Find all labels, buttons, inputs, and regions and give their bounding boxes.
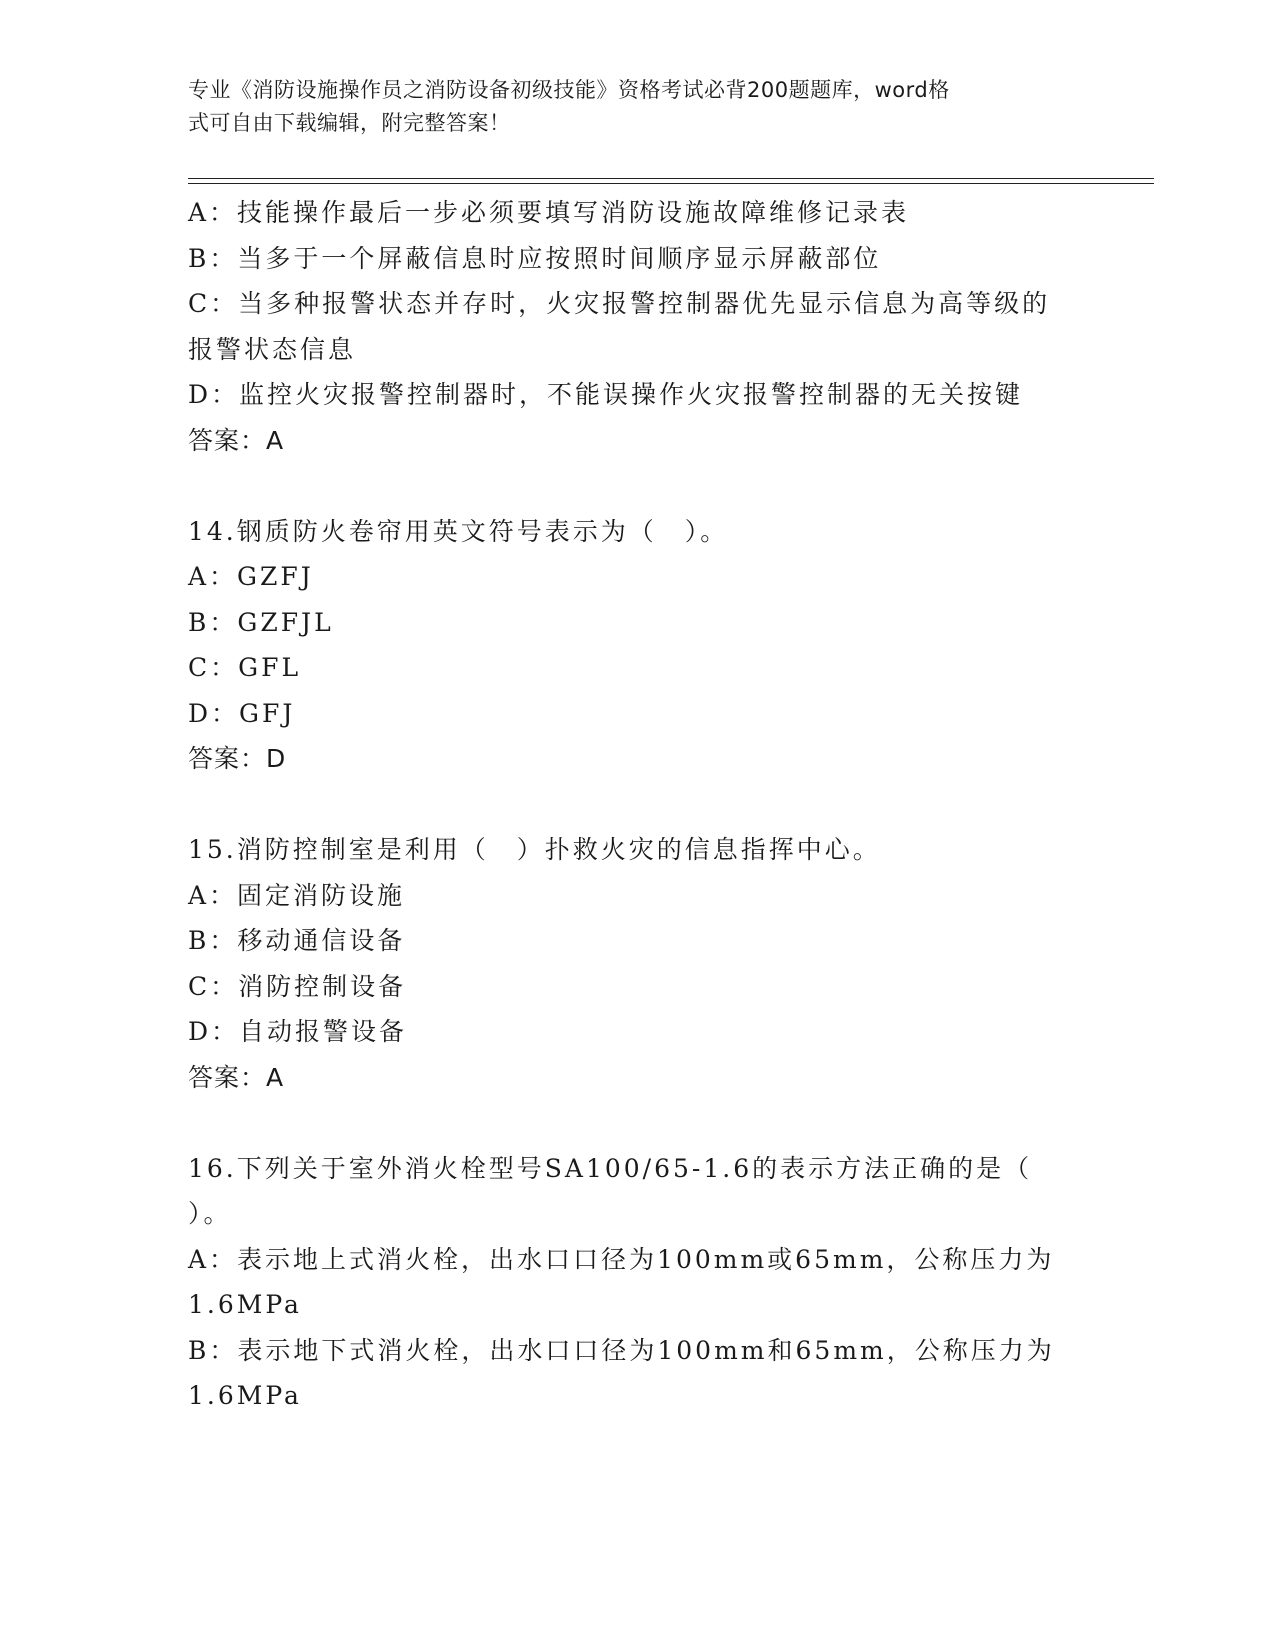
header-divider-top — [188, 178, 1154, 179]
option-d: D：GFJ — [188, 698, 296, 728]
question-text: 15.消防控制室是利用（ ）扑救火灾的信息指挥中心。 — [188, 835, 881, 864]
option-b: B：GZFJL — [188, 607, 334, 637]
header-divider-bottom — [188, 183, 1154, 184]
header-line-2: 式可自由下载编辑，附完整答案！ — [188, 111, 511, 135]
document-header — [188, 74, 1068, 140]
question-list — [188, 190, 1088, 1419]
option-a-continued: 1.6MPa — [188, 1290, 302, 1319]
question-15 — [188, 827, 1088, 1100]
option-b: B：移动通信设备 — [188, 926, 406, 955]
question-text-continued: ）。 — [188, 1199, 232, 1228]
option-a: A：固定消防设施 — [188, 880, 406, 910]
option-c: C：当多种报警状态并存时，火灾报警控制器优先显示信息为高等级的 — [188, 289, 1051, 318]
answer: 答案：D — [188, 744, 287, 773]
answer: 答案：A — [188, 1062, 285, 1092]
answer: 答案：A — [188, 425, 285, 455]
header-line-1: 专业《消防设施操作员之消防设备初级技能》资格考试必背200题题库，word格 — [188, 78, 950, 102]
question-13 — [188, 190, 1088, 463]
question-text: 14.钢质防火卷帘用英文符号表示为（ ）。 — [188, 516, 729, 546]
question-text: 16.下列关于室外消火栓型号SA100/65-1.6的表示方法正确的是（ — [188, 1153, 1033, 1183]
option-a: A：表示地上式消火栓，出水口口径为100mm或65mm，公称压力为 — [188, 1244, 1055, 1274]
option-b: B：当多于一个屏蔽信息时应按照时间顺序显示屏蔽部位 — [188, 243, 882, 273]
option-a: A：技能操作最后一步必须要填写消防设施故障维修记录表 — [188, 198, 910, 227]
option-a: A：GZFJ — [188, 562, 314, 591]
question-16 — [188, 1146, 1088, 1419]
option-d: D：自动报警设备 — [188, 1017, 408, 1046]
question-14 — [188, 509, 1088, 782]
option-c-continued: 报警状态信息 — [188, 334, 357, 364]
option-d: D：监控火灾报警控制器时，不能误操作火灾报警控制器的无关按键 — [188, 380, 1024, 409]
option-b-continued: 1.6MPa — [188, 1381, 302, 1410]
option-c: C：GFL — [188, 653, 302, 682]
option-b: B：表示地下式消火栓，出水口口径为100mm和65mm，公称压力为 — [188, 1335, 1055, 1365]
option-c: C：消防控制设备 — [188, 971, 407, 1001]
